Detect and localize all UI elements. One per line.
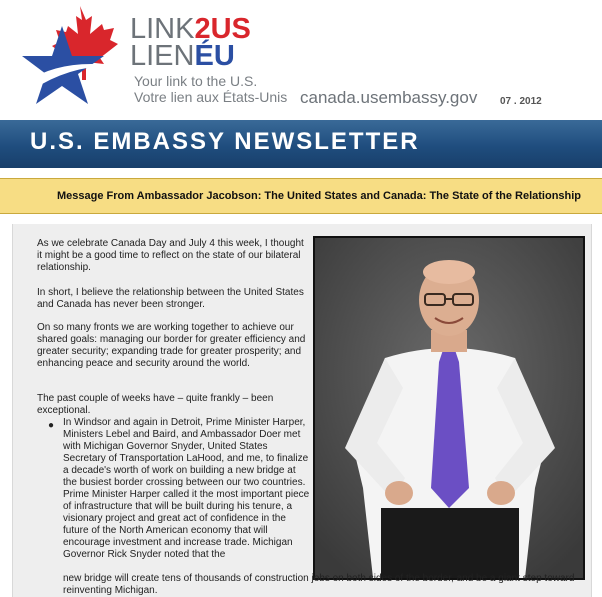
maple-leaf-star-logo-icon [22, 2, 126, 106]
paragraph-1: As we celebrate Canada Day and July 4 this week, I thought it might be a good time to reflect on the state of our bilateral relationship. [37, 238, 304, 273]
article-body [12, 224, 592, 597]
issue-date: 07 . 2012 [500, 96, 542, 107]
banner-title: U.S. EMBASSY NEWSLETTER [30, 128, 420, 155]
ambassador-portrait-icon [315, 238, 583, 578]
brand-link2us: LINK2US [130, 13, 251, 45]
newsletter-header [0, 0, 602, 118]
tagline-french: Votre lien aux États-Unis [134, 89, 288, 105]
paragraph-2: In short, I believe the relationship between the United States and Canada has never been stronger. [37, 287, 304, 310]
tagline-english: Your link to the U.S. [134, 73, 258, 89]
article-title: Message From Ambassador Jacobson: The United States and Canada: The State of the Relationship [57, 190, 582, 202]
ambassador-photo [313, 236, 585, 580]
paragraph-3: On so many fronts we are working together to achieve our shared goals: managing our border for greater efficiency and greater security; expanding trade for greater prosperity; and enhancing peace and security around the world. [37, 322, 306, 369]
site-url[interactable]: canada.usembassy.gov [300, 88, 478, 107]
bullet-item-1: In Windsor and again in Detroit, Prime Minister Harper, Ministers Lebel and Baird, and Ambassador Doer met with Michigan Governor Snyder, United States Secretary of Transportation LaHood, and me, to finalize a decade's worth of work on building a new bridge at the busiest border crossing between our two countries. Prime Minister Harper called it the most important piece of infrastructure that will be built during his tenure, a visionary project and great act of confidence in the future of the North American economy that will encourage investment and increase trade. Michigan Governor Rick Snyder noted that the [63, 417, 310, 560]
subject-bar [0, 178, 602, 214]
paragraph-4: The past couple of weeks have – quite frankly – been exceptional. [37, 393, 274, 416]
bullet-item-1-continued: new bridge will create tens of thousands of construction jobs on both sides of the border, and be a giant step toward reinventing Michigan. [63, 573, 575, 596]
brand-lieneu: LIENÉU [130, 40, 235, 72]
newsletter-banner [0, 120, 602, 168]
bullet-marker-icon: ● [48, 420, 55, 431]
